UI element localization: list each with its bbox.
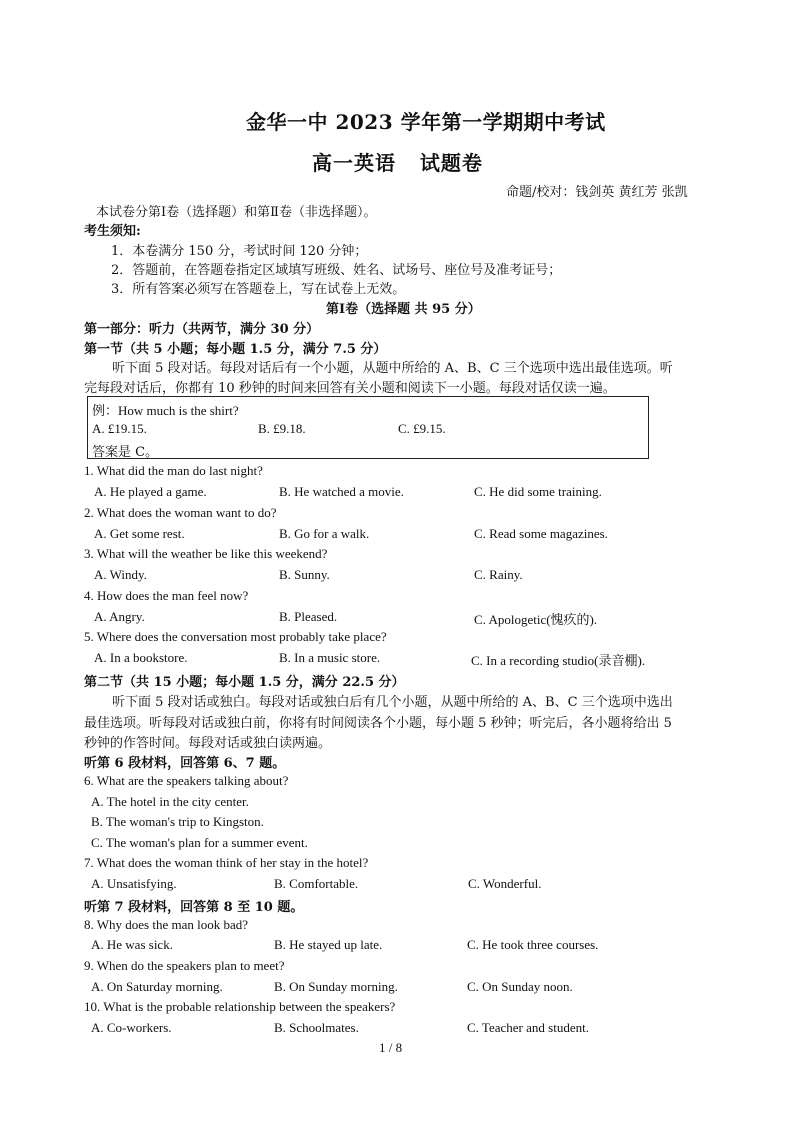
question-5: 5. Where does the conversation most probably take place? [84, 629, 387, 644]
example-option-b: B. £9.18. [258, 421, 306, 436]
option-1c: C. He did some training. [474, 484, 602, 499]
option-7b: B. Comfortable. [274, 876, 359, 891]
section1-instructions: 听下面 5 段对话。每段对话后有一个小题，从题中所给的 A、B、C 三个选项中选出最佳选项。听 [112, 361, 673, 376]
option-10b: B. Schoolmates. [274, 1020, 359, 1035]
intro-text: 本试卷分第Ⅰ卷（选择题）和第Ⅱ卷（非选择题）。 [96, 205, 377, 220]
volume-heading: 第Ⅰ卷（选择题 共 95 分） [326, 302, 481, 317]
example-option-a: A. £19.15. [92, 421, 147, 436]
option-8a: A. He was sick. [91, 937, 173, 952]
exam-subtitle: 高一英语 试题卷 [312, 151, 483, 175]
option-3c: C. Rainy. [474, 567, 523, 582]
notice-item: 3．所有答案必须写在答题卷上，写在试卷上无效。 [111, 282, 406, 297]
exam-title: 金华一中 2023 学年第一学期期中考试 [246, 110, 606, 134]
option-8b: B. He stayed up late. [274, 937, 383, 952]
question-2: 2. What does the woman want to do? [84, 505, 277, 520]
option-3b: B. Sunny. [279, 567, 330, 582]
question-4: 4. How does the man feel now? [84, 588, 249, 603]
question-3: 3. What will the weather be like this weekend? [84, 546, 328, 561]
option-5a: A. In a bookstore. [94, 650, 188, 665]
option-9b: B. On Sunday morning. [274, 979, 398, 994]
option-3a: A. Windy. [94, 567, 147, 582]
example-question: 例：How much is the shirt? [92, 403, 239, 418]
option-9c: C. On Sunday noon. [467, 979, 573, 994]
option-6a: A. The hotel in the city center. [91, 794, 249, 809]
example-answer: 答案是 C。 [92, 445, 159, 460]
section1-instructions: 完每段对话后，你都有 10 秒钟的时间来回答有关小题和阅读下一小题。每段对话仅读一遍。 [84, 381, 616, 396]
option-7a: A. Unsatisfying. [91, 876, 177, 891]
notice-item: 2．答题前，在答题卷指定区域填写班级、姓名、试场号、座位号及准考证号； [111, 263, 562, 278]
page-number: 1 / 8 [379, 1040, 403, 1055]
example-option-c: C. £9.15. [398, 421, 446, 436]
section1-heading: 第一节（共 5 小题；每小题 1.5 分，满分 7.5 分） [84, 342, 387, 357]
material-heading: 听第 6 段材料，回答第 6、7 题。 [84, 756, 286, 771]
option-8c: C. He took three courses. [467, 937, 599, 952]
question-6: 6. What are the speakers talking about? [84, 773, 289, 788]
option-1a: A. He played a game. [94, 484, 207, 499]
authors-line: 命题/校对：钱剑英 黄红芳 张凯 [506, 185, 688, 200]
section2-instructions: 秒钟的作答时间。每段对话或独白读两遍。 [84, 736, 332, 751]
option-4c: C. Apologetic(愧疚的). [474, 612, 598, 627]
part-heading: 第一部分：听力（共两节，满分 30 分） [84, 322, 320, 337]
option-6b: B. The woman's trip to Kingston. [91, 814, 264, 829]
option-2c: C. Read some magazines. [474, 526, 608, 541]
option-4a: A. Angry. [94, 609, 145, 624]
section2-heading: 第二节（共 15 小题；每小题 1.5 分，满分 22.5 分） [84, 675, 405, 690]
option-5b: B. In a music store. [279, 650, 381, 665]
option-6c: C. The woman's plan for a summer event. [91, 835, 308, 850]
option-7c: C. Wonderful. [468, 876, 542, 891]
notice-heading: 考生须知: [84, 224, 141, 239]
question-10: 10. What is the probable relationship between the speakers? [84, 999, 396, 1014]
notice-item: 1．本卷满分 150 分，考试时间 120 分钟； [111, 244, 368, 259]
question-9: 9. When do the speakers plan to meet? [84, 958, 285, 973]
option-1b: B. He watched a movie. [279, 484, 404, 499]
material-heading: 听第 7 段材料，回答第 8 至 10 题。 [84, 900, 304, 915]
section2-instructions: 听下面 5 段对话或独白。每段对话或独白后有几个小题，从题中所给的 A、B、C 三个选项中选出 [112, 695, 673, 710]
option-2a: A. Get some rest. [94, 526, 185, 541]
option-9a: A. On Saturday morning. [91, 979, 223, 994]
option-4b: B. Pleased. [279, 609, 338, 624]
option-10c: C. Teacher and student. [467, 1020, 589, 1035]
section2-instructions: 最佳选项。听每段对话或独白前，你将有时间阅读各个小题，每小题 5 秒钟；听完后，各小题将给出 5 [84, 716, 672, 731]
question-7: 7. What does the woman think of her stay in the hotel? [84, 855, 369, 870]
option-10a: A. Co-workers. [91, 1020, 172, 1035]
question-1: 1. What did the man do last night? [84, 463, 263, 478]
option-5c: C. In a recording studio(录音棚). [471, 653, 646, 668]
question-8: 8. Why does the man look bad? [84, 917, 249, 932]
option-2b: B. Go for a walk. [279, 526, 370, 541]
